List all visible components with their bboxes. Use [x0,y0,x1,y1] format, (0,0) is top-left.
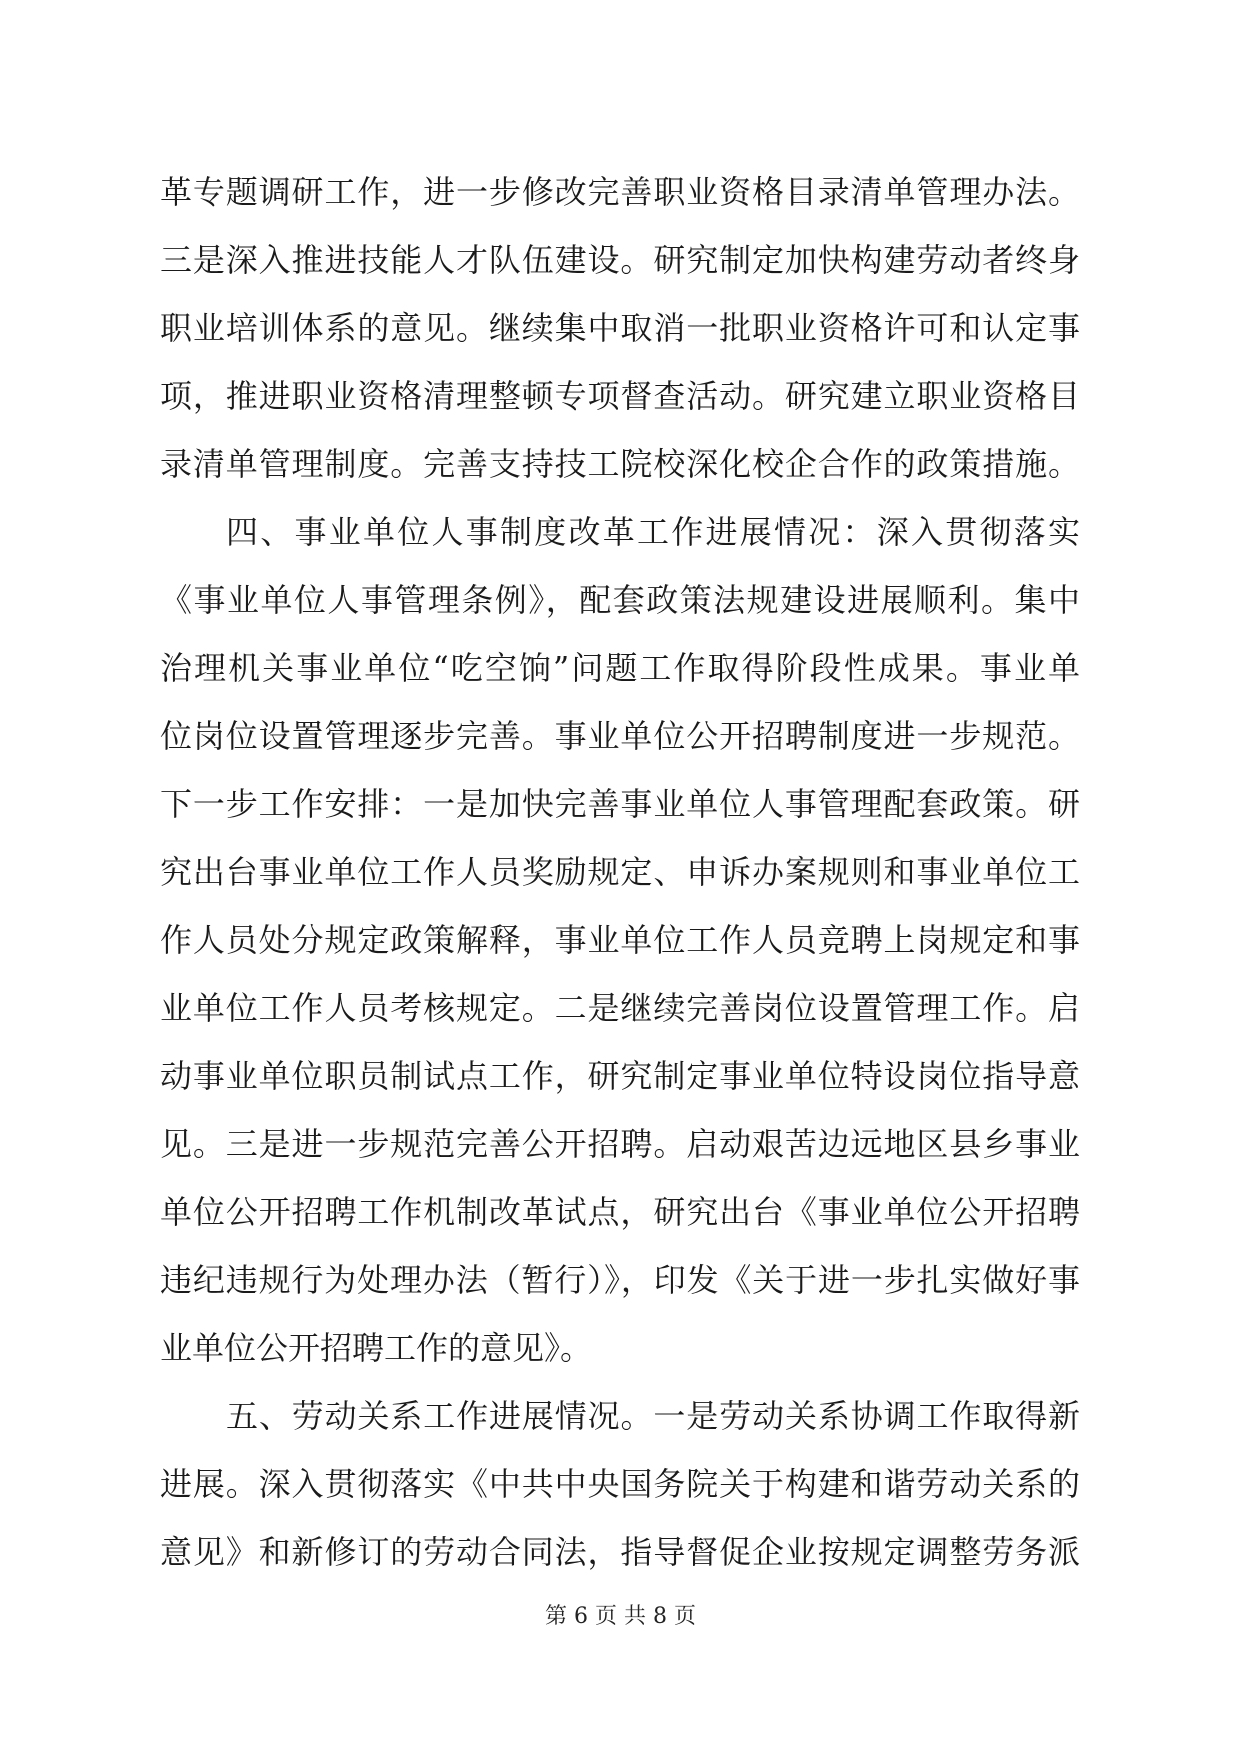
paragraph-3-line-2: 进展。深入贯彻落实《中共中央国务院关于构建和谐劳动关系的 [160,1465,1080,1503]
page-number-footer: 第 6 页 共 8 页 [545,1604,696,1629]
paragraph-1-line-1: 革专题调研工作，进一步修改完善职业资格目录清单管理办法。 [160,173,1080,211]
paragraph-2-line-7: 作人员处分规定政策解释，事业单位工作人员竞聘上岗规定和事 [160,921,1080,959]
paragraph-2-line-10: 见。三是进一步规范完善公开招聘。启动艰苦边远地区县乡事业 [160,1125,1080,1163]
paragraph-2-line-1: 四、事业单位人事制度改革工作进展情况：深入贯彻落实 [226,513,1080,551]
paragraph-1-line-3: 职业培训体系的意见。继续集中取消一批职业资格许可和认定事 [160,309,1080,347]
paragraph-2-line-13: 业单位公开招聘工作的意见》。 [160,1329,593,1367]
paragraph-2-line-5: 下一步工作安排：一是加快完善事业单位人事管理配套政策。研 [160,785,1080,823]
paragraph-3-line-3: 意见》和新修订的劳动合同法，指导督促企业按规定调整劳务派 [160,1533,1080,1571]
paragraph-1-line-5: 录清单管理制度。完善支持技工院校深化校企合作的政策措施。 [160,445,1080,483]
paragraph-1-line-4: 项，推进职业资格清理整顿专项督查活动。研究建立职业资格目 [160,377,1080,415]
paragraph-3-line-1: 五、劳动关系工作进展情况。一是劳动关系协调工作取得新 [226,1397,1080,1435]
paragraph-2-line-12: 违纪违规行为处理办法（暂行）》，印发《关于进一步扎实做好事 [160,1261,1080,1299]
paragraph-2-line-2: 《事业单位人事管理条例》，配套政策法规建设进展顺利。集中 [160,581,1080,619]
paragraph-2-line-11: 单位公开招聘工作机制改革试点，研究出台《事业单位公开招聘 [160,1193,1080,1231]
paragraph-2-line-9: 动事业单位职员制试点工作，研究制定事业单位特设岗位指导意 [160,1057,1080,1095]
paragraph-2-line-8: 业单位工作人员考核规定。二是继续完善岗位设置管理工作。启 [160,989,1080,1027]
paragraph-2-line-4: 位岗位设置管理逐步完善。事业单位公开招聘制度进一步规范。 [160,717,1080,755]
paragraph-2-line-6: 究出台事业单位工作人员奖励规定、申诉办案规则和事业单位工 [160,853,1080,891]
paragraph-1-line-2: 三是深入推进技能人才队伍建设。研究制定加快构建劳动者终身 [160,241,1080,279]
paragraph-2-line-3: 治理机关事业单位“吃空饷”问题工作取得阶段性成果。事业单 [160,649,1080,687]
